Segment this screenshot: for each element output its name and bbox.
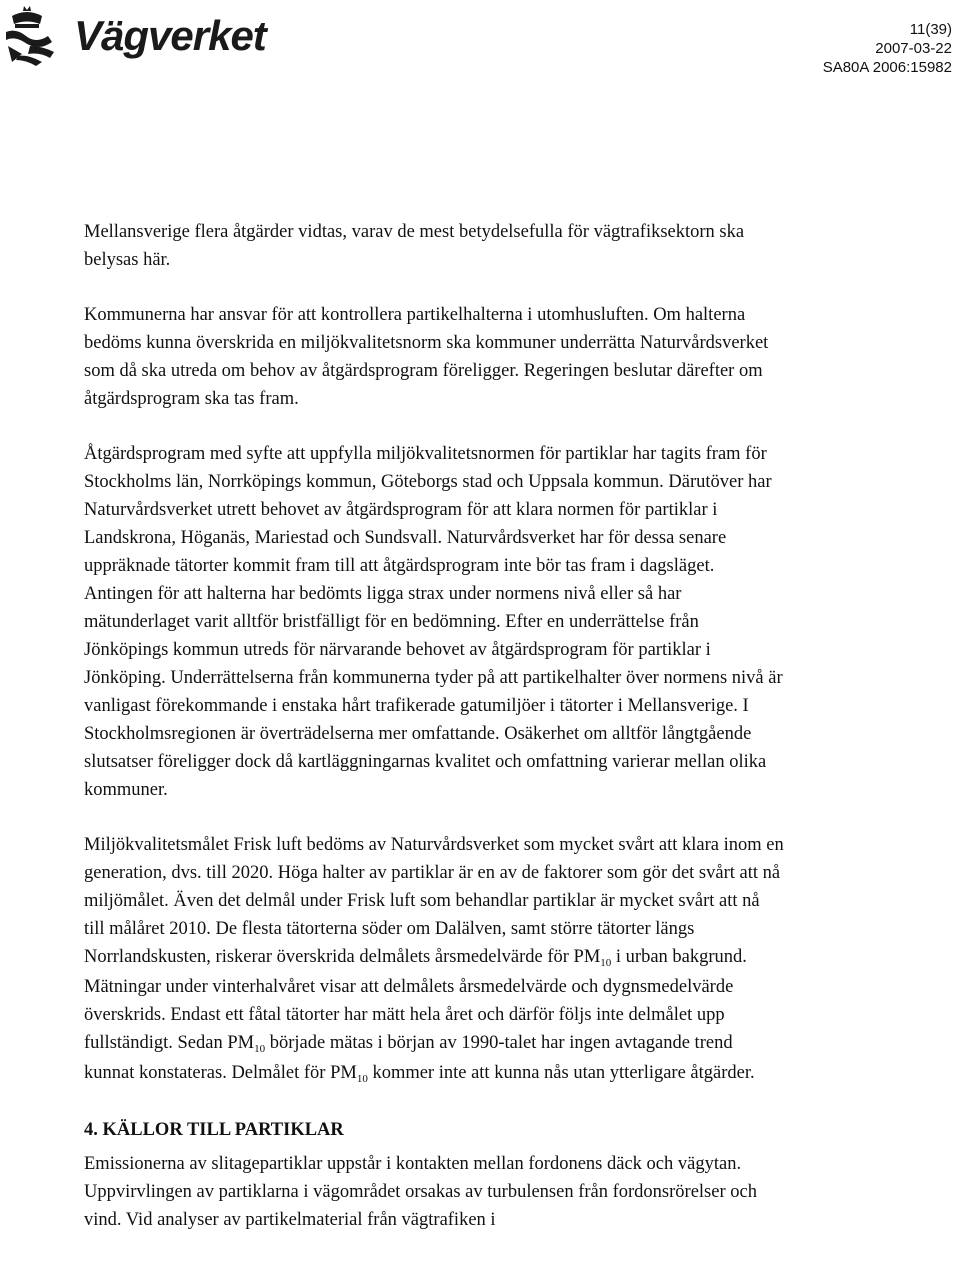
vagverket-logo	[2, 2, 282, 70]
subscript: 10	[254, 1043, 266, 1055]
paragraph: Åtgärdsprogram med syfte att uppfylla miljökvalitetsnormen för partiklar har tagits fram för Stockholms län, Norrköpings kommun, Göteborgs stad och Uppsala kommun. Därutöver har Naturvårdsverket utrett behovet av åtgärdsprogram för att klara normen för partiklar i Landskrona, Höganäs, Mariestad och Sundsvall. Naturvårdsverket har för dessa senare uppräknade tätorter kommit fram till att åtgärdsprogram inte bör tas fram i dagsläget. Antingen för att halterna har bedömts ligga strax under normens nivå eller så har mätunderlaget varit alltför bristfälligt för en bedömning. Efter en underrättelse från Jönköpings kommun utreds för närvarande behovet av åtgärdsprogram för partiklar i Jönköping. Underrättelserna från kommunerna tyder på att partikelhalter över normens nivå är vanligast förekommande i enstaka hårt trafikerade gatumiljöer i tätorter i Mellansverige. I Stockholmsregionen är överträdelserna mer omfattande. Osäkerhet om alltför långtgående slutsatser föreligger dock då kartläggningarnas kvalitet och omfattning varierar mellan olika kommuner.	[84, 444, 783, 800]
paragraph: Emissionerna av slitagepartiklar uppstår i kontakten mellan fordonens däck och vägytan. Uppvirvlingen av partiklarna i vägområdet orsakas av turbulensen från fordonsrörelser och vind. Vid analyser av partikelmaterial från vägtrafiken i	[84, 1154, 757, 1230]
document-reference: SA80A 2006:15982	[822, 59, 952, 76]
paragraph: Mellansverige flera åtgärder vidtas, varav de mest betydelsefulla för vägtrafiksektorn ska belysas här.	[84, 222, 745, 270]
paragraph	[84, 831, 784, 1089]
page-header	[0, 0, 960, 90]
subscript: 10	[600, 957, 612, 969]
text-run: började mätas i början av 1990-talet har ingen avtagande trend kunnat konstateras. Delmålet för PM	[84, 1033, 733, 1083]
text-run: kommer inte att kunna nås utan ytterligare åtgärder.	[367, 1063, 755, 1083]
text-run: Miljökvalitetsmålet Frisk luft bedöms av Naturvårdsverket som mycket svårt att klara inom en generation, dvs. till 2020. Höga halter av partiklar är en av de faktorer som gör det svårt att nå miljömålet. Även det delmål under Frisk luft som behandlar partiklar är mycket svårt att nå till målåret 2010. De flesta tätorterna söder om Dalälven, samt större tätorter längs Norrlandskusten, riskerar överskrida delmålets årsmedelvärde för PM	[84, 835, 784, 967]
subscript: 10	[356, 1073, 368, 1085]
document-meta	[823, 20, 952, 77]
section-heading: 4. KÄLLOR TILL PARTIKLAR	[84, 1120, 344, 1140]
logo-wordmark: Vägverket	[74, 12, 266, 59]
document-body	[84, 218, 784, 1234]
document-date: 2007-03-22	[875, 40, 952, 57]
page-number: 11(39)	[909, 21, 952, 38]
paragraph: Kommunerna har ansvar för att kontrollera partikelhalterna i utomhusluften. Om halterna bedöms kunna överskrida en miljökvalitetsnorm ska kommuner underrätta Naturvårdsverket som då ska utreda om behov av åtgärdsprogram föreligger. Regeringen beslutar därefter om åtgärdsprogram ska tas fram.	[84, 305, 769, 409]
text-run: i urban bakgrund. Mätningar under vinterhalvåret visar att delmålets årsmedelvärde och dygnsmedelvärde överskrids. Endast ett fåtal tätorter har mätt hela året och därför följs inte delmålet upp fullständigt. Sedan PM	[84, 947, 747, 1053]
